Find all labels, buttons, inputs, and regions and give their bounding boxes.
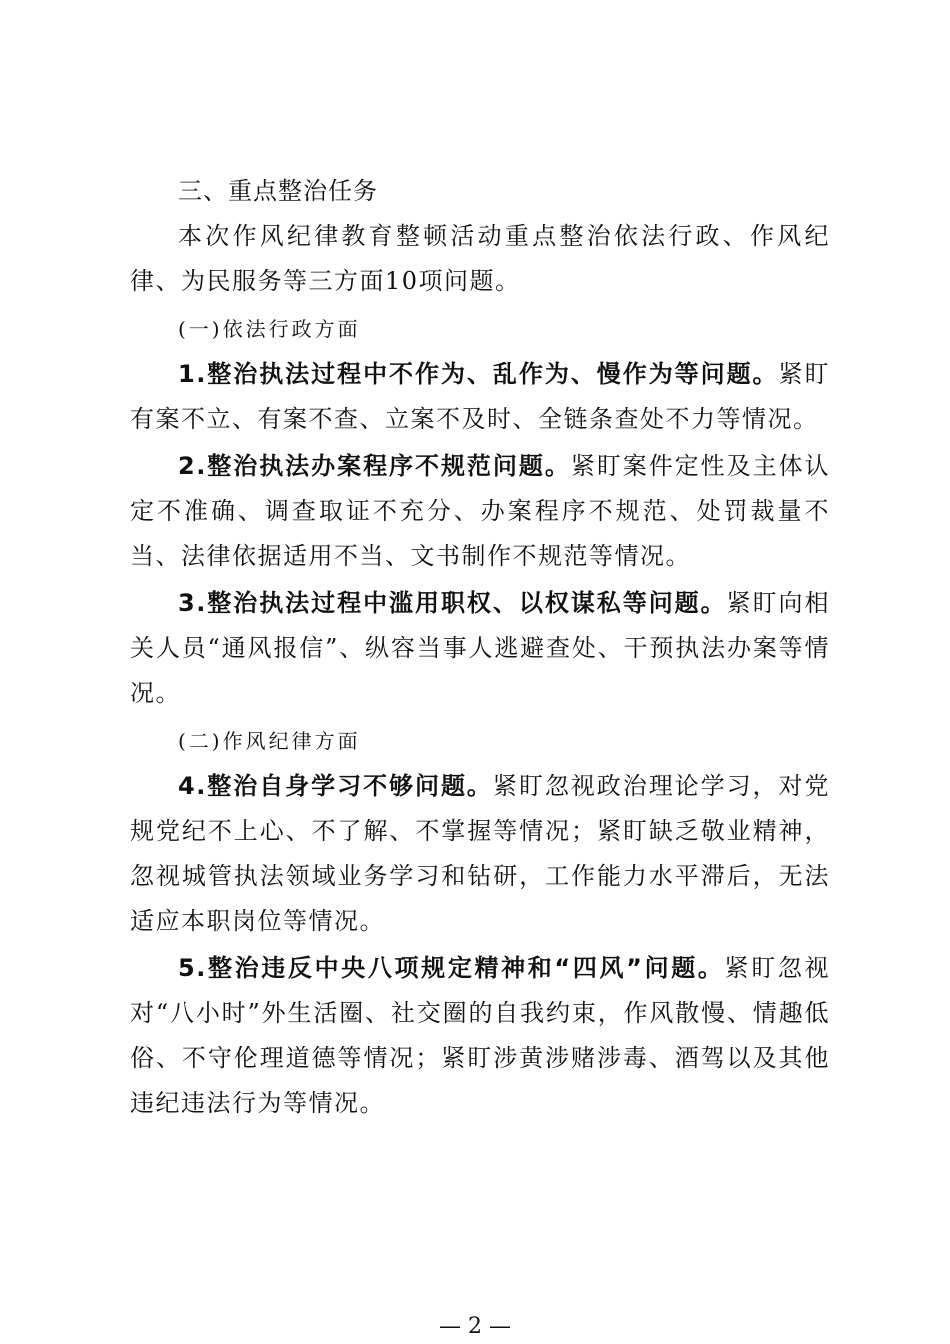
document-body [130,168,830,1128]
item-paragraph [130,764,830,944]
item-title: 4.整治自身学习不够问题。 [178,772,493,800]
item-title: 2.整治执法办案程序不规范问题。 [178,452,571,480]
item-title: 3.整治执法过程中滥用职权、以权谋私等问题。 [178,589,727,617]
item-paragraph [130,581,830,716]
item-title: 5.整治违反中央八项规定精神和“四风”问题。 [178,954,725,982]
subsection-heading-1: (一)依法行政方面 [178,317,361,341]
page-number: — 2 — [439,1314,511,1339]
section-title: 三、重点整治任务 [178,177,378,205]
item-body: 紧盯忽视政治理论学习，对党规党纪不上心、不了解、不掌握等情况；紧盯缺乏敬业精神，忽视城管执法领域业务学习和钻研，工作能力水平滞后，无法适应本职岗位等情况。 [130,772,830,935]
item-body: 紧盯忽视对“八小时”外生活圈、社交圈的自我约束，作风散慢、情趣低俗、不守伦理道德等情况；紧盯涉黄涉赌涉毒、酒驾以及其他违纪违法行为等情况。 [130,954,830,1117]
item-paragraph [130,444,830,579]
intro-paragraph: 本次作风纪律教育整顿活动重点整治依法行政、作风纪律、为民服务等三方面10项问题。 [130,222,830,295]
item-paragraph [130,352,830,442]
item-body: 紧盯案件定性及主体认定不准确、调查取证不充分、办案程序不规范、处罚裁量不当、法律依据适用不当、文书制作不规范等情况。 [130,452,831,570]
item-body: 紧盯有案不立、有案不查、立案不及时、全链条查处不力等情况。 [130,360,830,433]
item-paragraph [130,946,830,1126]
subsection-heading-2: (二)作风纪律方面 [178,729,361,753]
item-title: 1.整治执法过程中不作为、乱作为、慢作为等问题。 [178,360,779,388]
item-body: 紧盯向相关人员“通风报信”、纵容当事人逃避查处、干预执法办案等情况。 [130,589,830,707]
